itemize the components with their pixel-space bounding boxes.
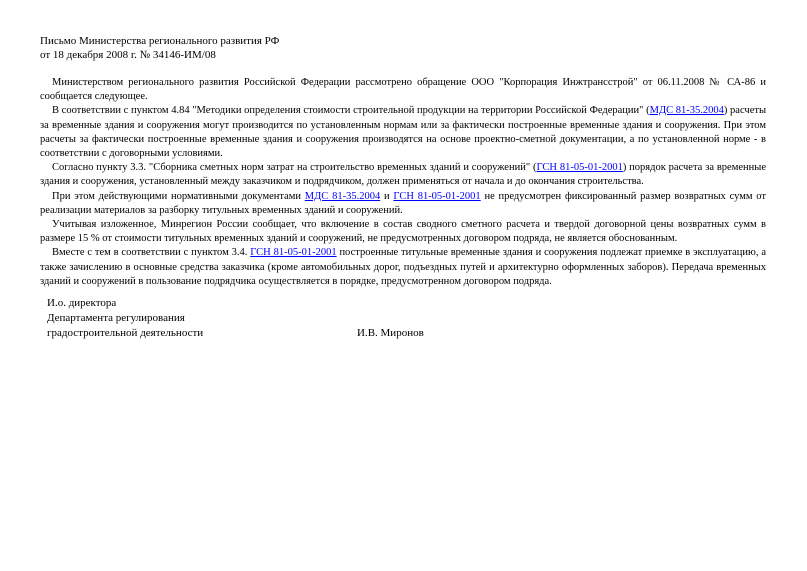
signature-line-2: Департамента регулирования <box>47 312 185 324</box>
paragraph-2 <box>40 104 766 161</box>
paragraph-3-text-b: ) порядок расчета за временные здания и сооружения, установленный между заказчиком и подрядчиком, должен применяться от начала и до окончания строительства. <box>40 162 766 188</box>
signature-department <box>47 311 467 326</box>
link-gsn-81-05-01-2001[interactable]: ГСН 81-05-01-2001 <box>250 247 337 259</box>
paragraph-4 <box>40 190 766 218</box>
paragraph-3 <box>40 161 766 189</box>
signature-position <box>47 296 467 311</box>
paragraph-6-text-b: построенные титульные временные здания и сооружения подлежат приемке в эксплуатацию, а также зачислению в основные средства заказчика (кроме автомобильных дорог, подъездных путей и архитектурно оформленных заборов). Передача временных зданий и сооружений в пользование подрядчика осуществляется в порядке, предусмотренном договором подряда. <box>40 247 766 287</box>
document-title: Письмо Министерства регионального развития РФ <box>40 35 280 47</box>
signature-department-cont <box>47 326 467 341</box>
document-page <box>40 34 766 289</box>
signature-line-1: И.о. директора <box>47 297 117 309</box>
document-body <box>40 76 766 289</box>
link-gsn-81-05-01-2001[interactable]: ГСН 81-05-01-2001 <box>393 190 481 202</box>
paragraph-4-text-b: не предусмотрен фиксированный размер возвратных сумм от реализации материалов за разборку титульных временных зданий и сооружений. <box>40 190 766 216</box>
paragraph-5 <box>40 218 766 246</box>
paragraph-4-text-a: При этом действующими нормативными документами <box>52 190 305 202</box>
paragraph-1 <box>40 76 766 104</box>
paragraph-2-text-a: В соответствии с пунктом 4.84 "Методики определения стоимости строительной продукции на территории Российской Федерации" ( <box>52 105 650 117</box>
paragraph-6 <box>40 246 766 289</box>
signature-line-3: градостроительной деятельности <box>47 327 204 339</box>
paragraph-2-text-b: ) расчеты за временные здания и сооружения могут производится по установленным нормам или за фактически построенные временные здания и сооружения. При этом расчеты за фактически построенные временные здания и сооружения производятся на основе проектно-сметной документации, а по установленной норме - в соответствии с договорными условиями. <box>40 105 767 160</box>
link-mds-81-35-2004[interactable]: МДС 81-35.2004 <box>304 190 381 202</box>
link-mds-81-35-2004[interactable]: МДС 81-35.2004 <box>649 105 724 117</box>
paragraph-6-text-a: Вместе с тем в соответствии с пунктом 3.4. <box>52 247 251 259</box>
paragraph-4-text-mid: и <box>380 190 394 202</box>
paragraph-1-text: Министерством регионального развития Российской Федерации рассмотрено обращение ООО "Корпорация Инжтрансстрой" от 06.11.2008 № СА-86 и сообщается следующее. <box>40 77 766 103</box>
link-gsn-81-05-01-2001[interactable]: ГСН 81-05-01-2001 <box>536 162 623 174</box>
paragraph-5-text: Учитывая изложенное, Минрегион России сообщает, что включение в состав сводного сметного расчета и твердой договорной цены возвратных сумм в размере 15 % от стоимости титульных временных зданий и сооружений, не предусмотренных договором подряда, не является обоснованным. <box>40 219 766 245</box>
signature-block <box>47 296 467 341</box>
paragraph-3-text-a: Согласно пункту 3.3. "Сборника сметных норм затрат на строительство временных зданий и сооружений" ( <box>52 162 537 174</box>
signatory-name: И.В. Миронов <box>357 327 424 339</box>
document-date-number: от 18 декабря 2008 г. № 34146-ИМ/08 <box>40 49 216 61</box>
